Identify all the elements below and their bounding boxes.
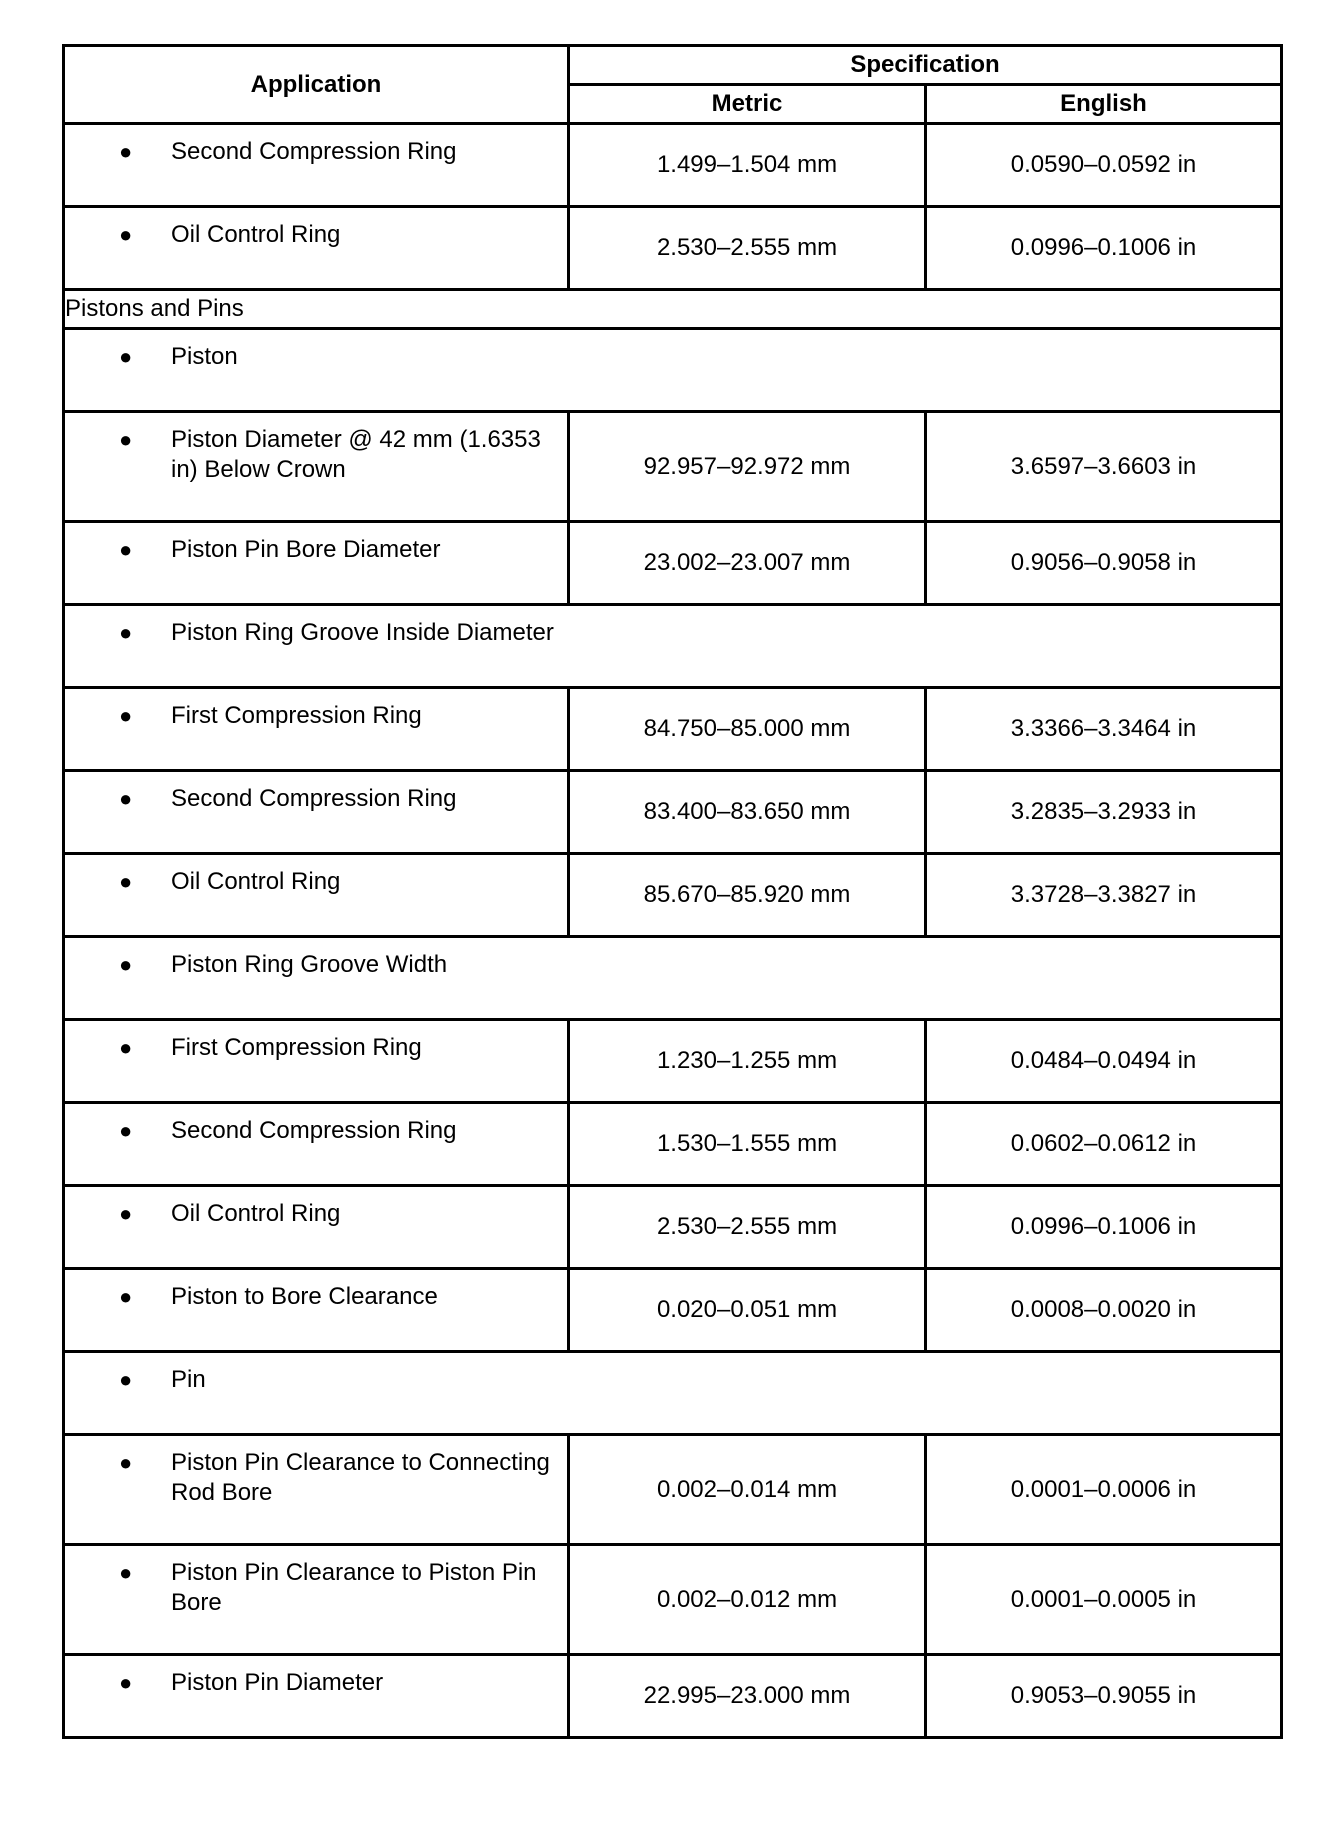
application-cell xyxy=(64,1186,569,1269)
application-label: Piston Pin Bore Diameter xyxy=(171,536,441,563)
english-value: 0.0996–0.1006 in xyxy=(926,207,1282,290)
metric-value: 2.530–2.555 mm xyxy=(569,1186,926,1269)
bullet-icon: ● xyxy=(119,869,133,894)
table-row xyxy=(64,522,1282,605)
bullet-icon: ● xyxy=(119,703,133,728)
application-label: Second Compression Ring xyxy=(171,785,457,812)
subheader-label: Pin xyxy=(171,1366,206,1393)
header-metric: Metric xyxy=(569,85,926,124)
application-cell xyxy=(64,124,569,207)
english-value: 0.9053–0.9055 in xyxy=(926,1655,1282,1738)
application-cell xyxy=(64,1655,569,1738)
application-label: Piston Pin Clearance to Piston Pin Bore xyxy=(171,1559,537,1616)
application-cell xyxy=(64,1545,569,1655)
application-cell xyxy=(64,1020,569,1103)
table-row xyxy=(64,207,1282,290)
table-row xyxy=(64,1655,1282,1738)
application-label: Oil Control Ring xyxy=(171,221,341,248)
application-cell xyxy=(64,771,569,854)
application-label: Piston Pin Diameter xyxy=(171,1669,384,1696)
english-value: 3.3366–3.3464 in xyxy=(926,688,1282,771)
application-label: Piston Diameter @ 42 mm (1.6353 in) Below Crown xyxy=(171,426,541,483)
application-label: Oil Control Ring xyxy=(171,1200,341,1227)
section-row xyxy=(64,290,1282,329)
bullet-icon: ● xyxy=(119,1560,133,1585)
application-cell xyxy=(64,1103,569,1186)
bullet-icon: ● xyxy=(119,427,133,452)
english-value: 3.3728–3.3827 in xyxy=(926,854,1282,937)
subheader-label: Piston Ring Groove Width xyxy=(171,951,448,978)
metric-value: 0.020–0.051 mm xyxy=(569,1269,926,1352)
metric-value: 83.400–83.650 mm xyxy=(569,771,926,854)
bullet-icon: ● xyxy=(119,1201,133,1226)
bullet-icon: ● xyxy=(119,620,133,645)
bullet-icon: ● xyxy=(119,1367,133,1392)
section-title: Pistons and Pins xyxy=(64,290,1282,329)
table-row xyxy=(64,854,1282,937)
english-value: 0.0008–0.0020 in xyxy=(926,1269,1282,1352)
table-row xyxy=(64,1269,1282,1352)
bullet-icon: ● xyxy=(119,537,133,562)
bullet-icon: ● xyxy=(119,222,133,247)
subheader-row xyxy=(64,937,1282,1020)
application-cell xyxy=(64,688,569,771)
application-label: Piston Pin Clearance to Connecting Rod Bore xyxy=(171,1449,550,1506)
bullet-icon: ● xyxy=(119,1284,133,1309)
application-cell xyxy=(64,522,569,605)
application-cell xyxy=(64,1269,569,1352)
table-row xyxy=(64,124,1282,207)
application-label: First Compression Ring xyxy=(171,1034,422,1061)
bullet-icon: ● xyxy=(119,952,133,977)
english-value: 3.6597–3.6603 in xyxy=(926,412,1282,522)
english-value: 0.0590–0.0592 in xyxy=(926,124,1282,207)
metric-value: 1.230–1.255 mm xyxy=(569,1020,926,1103)
subheader-row xyxy=(64,329,1282,412)
application-label: First Compression Ring xyxy=(171,702,422,729)
english-value: 0.0484–0.0494 in xyxy=(926,1020,1282,1103)
bullet-icon: ● xyxy=(119,1118,133,1143)
subheader-label: Piston xyxy=(171,343,238,370)
metric-value: 22.995–23.000 mm xyxy=(569,1655,926,1738)
metric-value: 85.670–85.920 mm xyxy=(569,854,926,937)
application-cell xyxy=(64,854,569,937)
metric-value: 1.530–1.555 mm xyxy=(569,1103,926,1186)
subheader-label: Piston Ring Groove Inside Diameter xyxy=(171,619,554,646)
bullet-icon: ● xyxy=(119,1670,133,1695)
application-label: Oil Control Ring xyxy=(171,868,341,895)
english-value: 0.0602–0.0612 in xyxy=(926,1103,1282,1186)
subheader-cell xyxy=(64,605,1282,688)
header-specification: Specification xyxy=(569,46,1282,85)
subheader-row xyxy=(64,1352,1282,1435)
subheader-row xyxy=(64,605,1282,688)
subheader-cell xyxy=(64,937,1282,1020)
bullet-icon: ● xyxy=(119,344,133,369)
subheader-cell xyxy=(64,1352,1282,1435)
english-value: 3.2835–3.2933 in xyxy=(926,771,1282,854)
table-row xyxy=(64,688,1282,771)
english-value: 0.0001–0.0006 in xyxy=(926,1435,1282,1545)
bullet-icon: ● xyxy=(119,1450,133,1475)
application-label: Piston to Bore Clearance xyxy=(171,1283,438,1310)
metric-value: 23.002–23.007 mm xyxy=(569,522,926,605)
bullet-icon: ● xyxy=(119,139,133,164)
application-label: Second Compression Ring xyxy=(171,138,457,165)
application-cell xyxy=(64,207,569,290)
english-value: 0.0996–0.1006 in xyxy=(926,1186,1282,1269)
table-row xyxy=(64,1020,1282,1103)
table-row xyxy=(64,1103,1282,1186)
bullet-icon: ● xyxy=(119,786,133,811)
application-cell xyxy=(64,1435,569,1545)
metric-value: 2.530–2.555 mm xyxy=(569,207,926,290)
metric-value: 0.002–0.014 mm xyxy=(569,1435,926,1545)
english-value: 0.9056–0.9058 in xyxy=(926,522,1282,605)
metric-value: 0.002–0.012 mm xyxy=(569,1545,926,1655)
header-application: Application xyxy=(64,46,569,124)
table-row xyxy=(64,1186,1282,1269)
table-row xyxy=(64,1545,1282,1655)
metric-value: 1.499–1.504 mm xyxy=(569,124,926,207)
application-label: Second Compression Ring xyxy=(171,1117,457,1144)
subheader-cell xyxy=(64,329,1282,412)
table-row xyxy=(64,1435,1282,1545)
metric-value: 92.957–92.972 mm xyxy=(569,412,926,522)
bullet-icon: ● xyxy=(119,1035,133,1060)
metric-value: 84.750–85.000 mm xyxy=(569,688,926,771)
application-cell xyxy=(64,412,569,522)
english-value: 0.0001–0.0005 in xyxy=(926,1545,1282,1655)
spec-table xyxy=(62,44,1283,1739)
table-row xyxy=(64,412,1282,522)
table-row xyxy=(64,771,1282,854)
header-english: English xyxy=(926,85,1282,124)
